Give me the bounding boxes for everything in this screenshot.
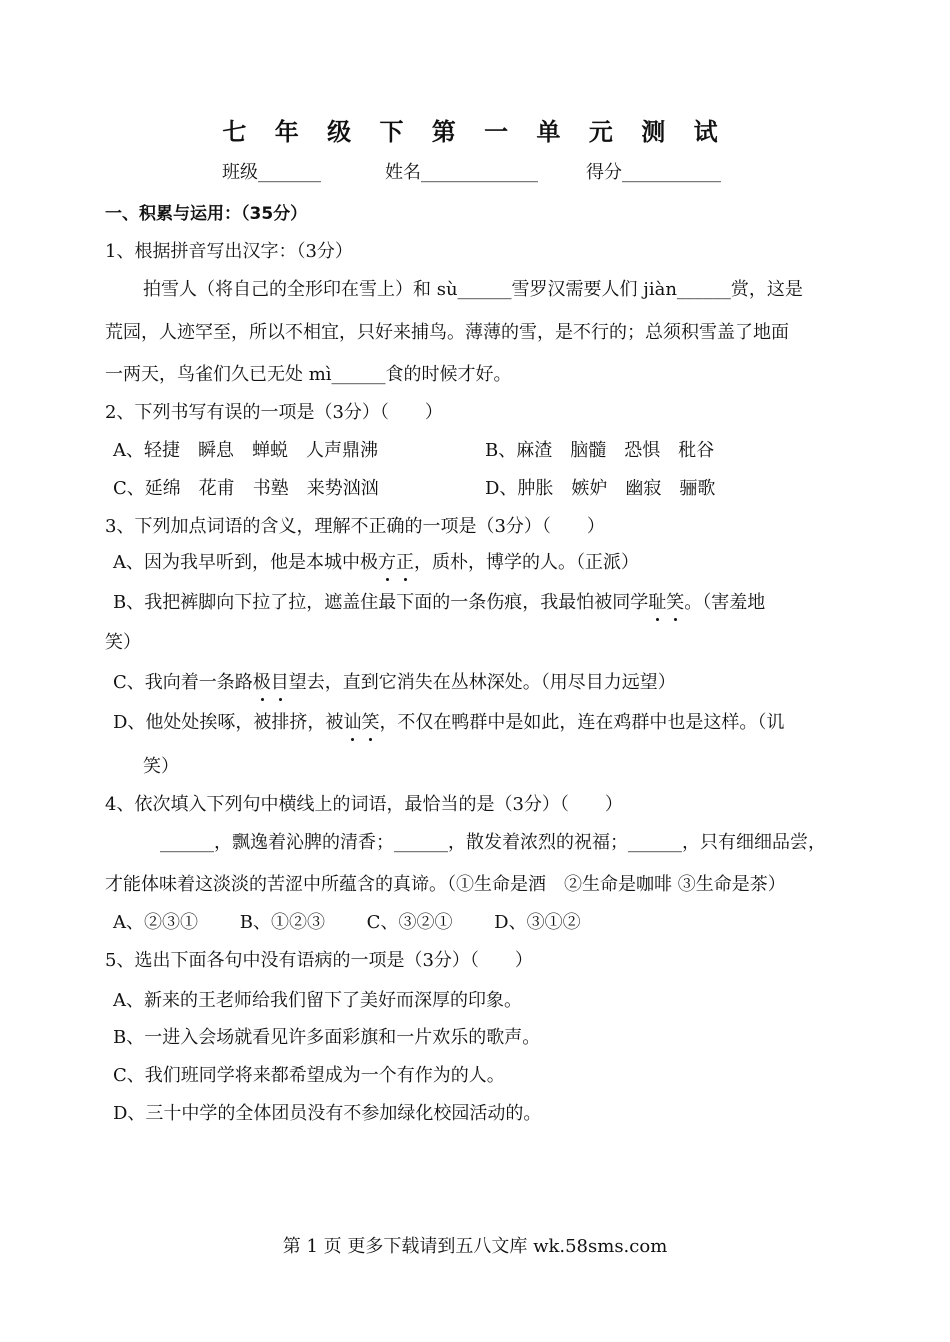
question-3-option-a: A、因为我早听到，他是本城中极方正，质朴，博学的人。（正派）: [113, 548, 639, 574]
question-1-line: 荒园，人迹罕至，所以不相宜，只好来捕鸟。薄薄的雪，是不行的；总须积雪盖了地面: [105, 322, 789, 343]
page-title: 七 年 级 下 第 一 单 元 测 试: [222, 118, 728, 146]
dotted-char: 极: [253, 668, 271, 694]
question-5-option-b: B、一进入会场就看见许多面彩旗和一片欢乐的歌声。: [113, 1027, 541, 1048]
section-heading: 一、积累与运用：（35分）: [105, 204, 308, 224]
question-4-line: ______，飘逸着沁脾的清香；______，散发着浓烈的祝福；______，只有细细品尝，: [160, 832, 826, 853]
page-footer: 第 1 页 更多下载请到五八文库 wk.58sms.com: [282, 1236, 668, 1257]
dotted-char: 方: [378, 548, 396, 574]
question-2-option-c: C、延绵 花甫 书塾 来势汹汹: [113, 478, 379, 499]
dotted-char: 讪: [343, 708, 361, 734]
question-3-option-d: D、他处处挨啄，被排挤，被讪笑，不仅在鸭群中是如此，连在鸡群中也是这样。（讥: [113, 708, 784, 734]
dotted-char: 目: [271, 668, 289, 694]
question-4-options: A、②③① B、①②③ C、③②① D、③①②: [113, 912, 581, 933]
question-2-stem: 2、下列书写有误的一项是（3分）（ ）: [105, 402, 443, 423]
question-3-stem: 3、下列加点词语的含义，理解不正确的一项是（3分）（ ）: [105, 516, 605, 537]
score-field-label: 得分___________: [586, 162, 721, 183]
question-1-line: 一两天，鸟雀们久已无处 mì______食的时候才好。: [105, 364, 512, 385]
question-2-option-b: B、麻渣 脑髓 恐惧 秕谷: [485, 440, 715, 461]
question-1-line: 拍雪人（将自己的全形印在雪上）和 sù______雪罗汉需要人们 jiàn______赏，这是: [143, 279, 803, 300]
question-1-stem: 1、根据拼音写出汉字：（3分）: [105, 241, 353, 262]
question-3-option-c: C、我向着一条路极目望去，直到它消失在丛林深处。（用尽目力远望）: [113, 668, 676, 694]
dotted-char: 笑: [666, 588, 684, 614]
question-3-option-b-cont: 笑）: [105, 632, 141, 653]
question-5-stem: 5、选出下面各句中没有语病的一项是（3分）（ ）: [105, 950, 533, 971]
question-2-option-d: D、肿胀 嫉妒 幽寂 骊歌: [485, 478, 716, 499]
name-field-label: 姓名_____________: [385, 162, 538, 183]
question-5-option-a: A、新来的王老师给我们留下了美好而深厚的印象。: [113, 990, 522, 1011]
question-4-stem: 4、依次填入下列句中横线上的词语，最恰当的是（3分）（ ）: [105, 794, 623, 815]
question-3-option-b: B、我把裤脚向下拉了拉，遮盖住最下面的一条伤痕，我最怕被同学耻笑。（害羞地: [113, 588, 765, 614]
question-3-option-d-cont: 笑）: [143, 756, 179, 777]
question-4-line: 才能体味着这淡淡的苦涩中所蕴含的真谛。（①生命是酒 ②生命是咖啡 ③生命是茶）: [105, 874, 786, 895]
dotted-char: 正: [396, 548, 414, 574]
question-5-option-d: D、三十中学的全体团员没有不参加绿化校园活动的。: [113, 1103, 542, 1124]
question-5-option-c: C、我们班同学将来都希望成为一个有作为的人。: [113, 1065, 505, 1086]
dotted-char: 笑: [361, 708, 379, 734]
class-field-label: 班级_______: [222, 162, 321, 183]
question-2-option-a: A、轻捷 瞬息 蝉蜕 人声鼎沸: [113, 440, 378, 461]
dotted-char: 耻: [648, 588, 666, 614]
